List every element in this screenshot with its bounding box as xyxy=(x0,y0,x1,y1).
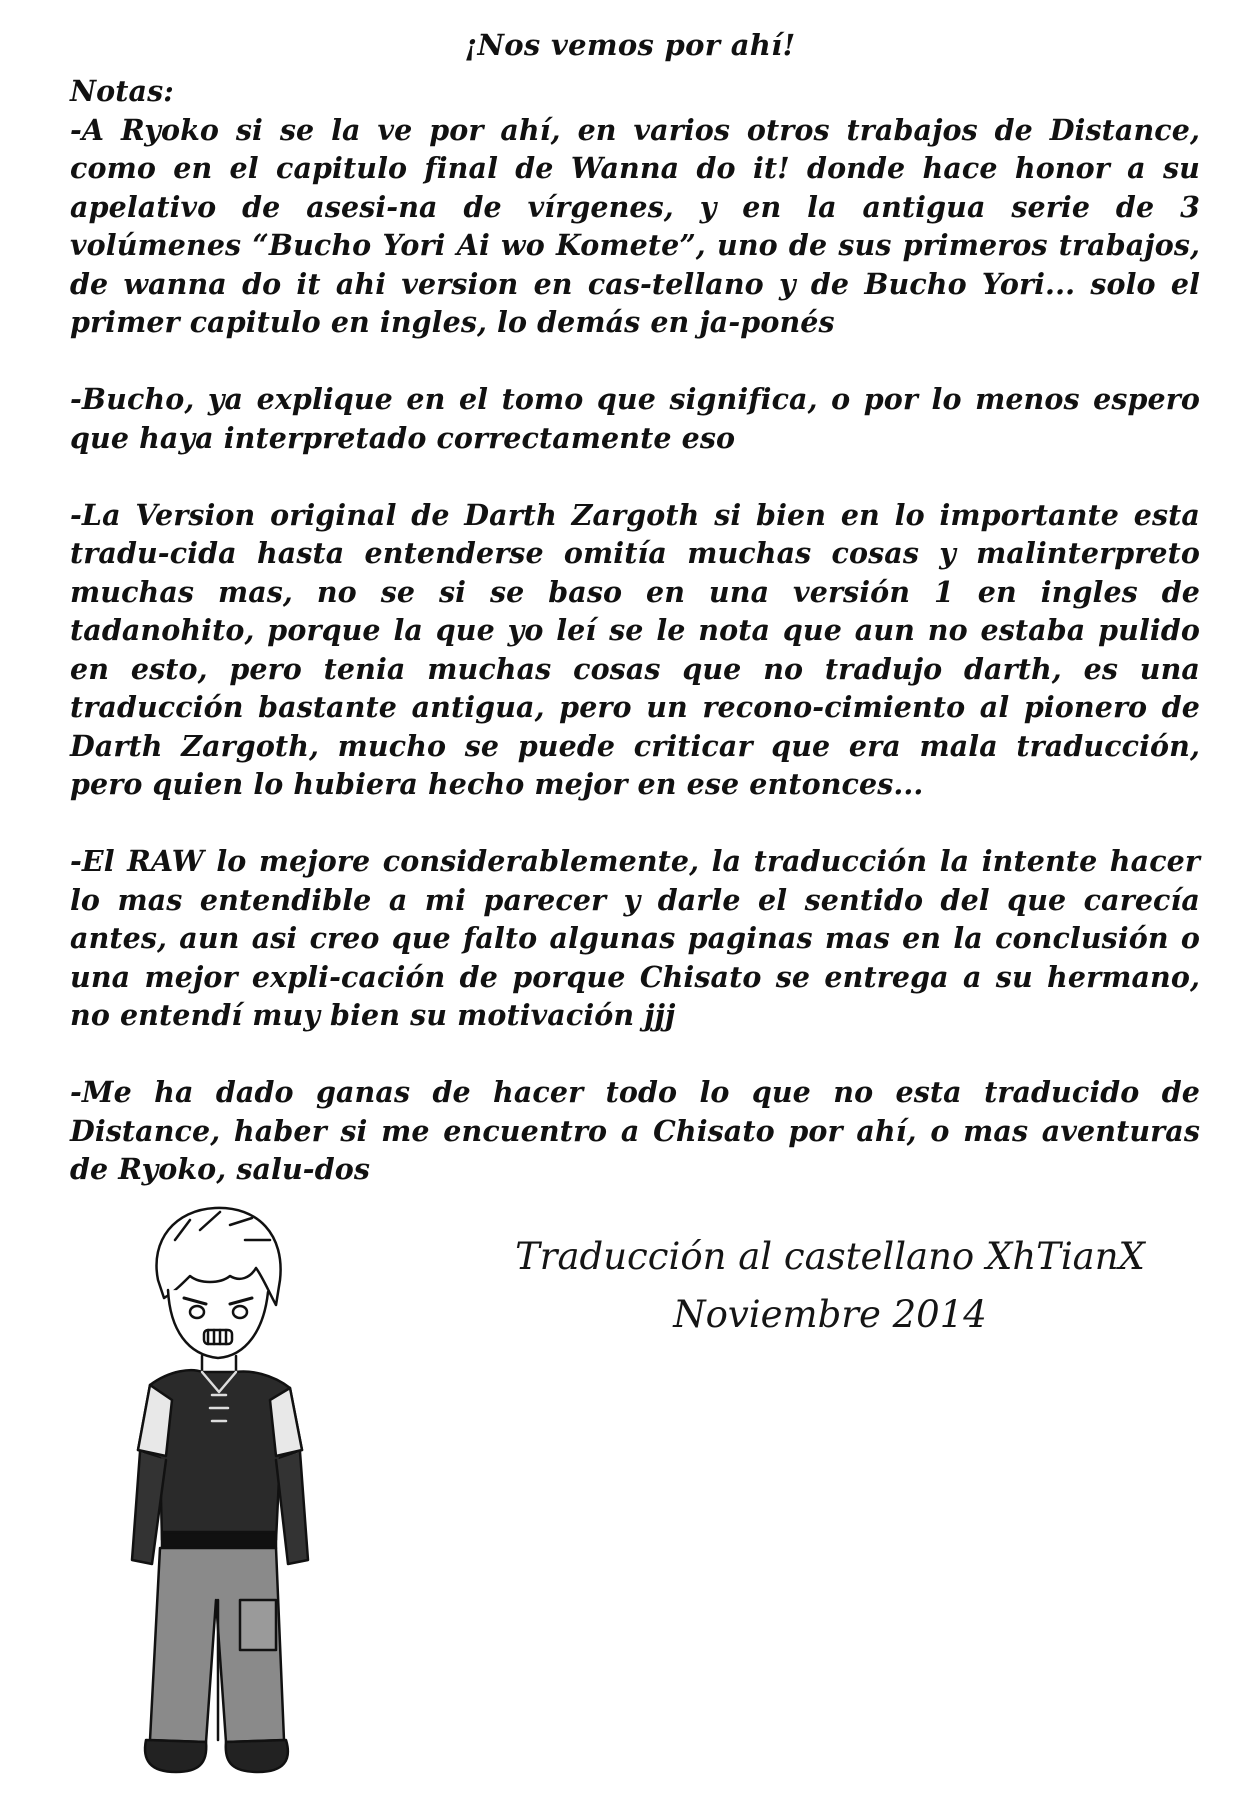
note-version-original: -La Version original de Darth Zargoth si bien en lo importante esta tradu-cida hasta entenderse omitía muchas cosas y malinterpreto muchas mas, no se si se baso en una versión 1 en ingles de tadanohito, porque la que yo leí se le nota que aun no estaba pulido en esto, pero tenia muchas cosas que no tradujo darth, es una traducción bastante antigua, pero un recono-cimiento al pionero de Darth Zargoth, mucho se puede criticar que era mala traducción, pero quien lo hubiera hecho mejor en ese entonces... xyxy=(70,497,1200,801)
notes-section xyxy=(70,72,1200,1189)
note-ryoko: -A Ryoko si se la ve por ahí, en varios otros trabajos de Distance, como en el capitulo final de Wanna do it! donde hace honor a su apelativo de asesi-na de vírgenes, y en la antigua serie de 3 volúmenes “Bucho Yori Ai wo Komete”, uno de sus primeros trabajos, de wanna do it ahi version en cas-tellano y de Bucho Yori... solo el primer capitulo en ingles, lo demás en ja-ponés xyxy=(70,112,1200,339)
note-bucho: -Bucho, ya explique en el tomo que significa, o por lo menos espero que haya interpretado correctamente eso xyxy=(70,382,1200,455)
note-distance: -Me ha dado ganas de hacer todo lo que no esta traducido de Distance, haber si me encuentro a Chisato por ahí, o mas aventuras de Ryoko, salu-dos xyxy=(70,1075,1200,1186)
credit-date: Noviembre 2014 xyxy=(673,1293,987,1336)
note-raw: -El RAW lo mejore considerablemente, la traducción la intente hacer lo mas entendible a mi parecer y darle el sentido del que carecía antes, aun asi creo que falto algunas paginas mas en la conclusión o una mejor expli-cación de porque Chisato se entrega a su hermano, no entendí muy bien su motivación jjj xyxy=(70,844,1200,1032)
character-illustration xyxy=(80,1180,350,1780)
notes-title: Notas: xyxy=(70,74,174,108)
page-heading: ¡Nos vemos por ahí! xyxy=(464,28,796,62)
translation-credit xyxy=(460,1228,1200,1344)
credit-translator: Traducción al castellano XhTianX xyxy=(515,1235,1145,1278)
